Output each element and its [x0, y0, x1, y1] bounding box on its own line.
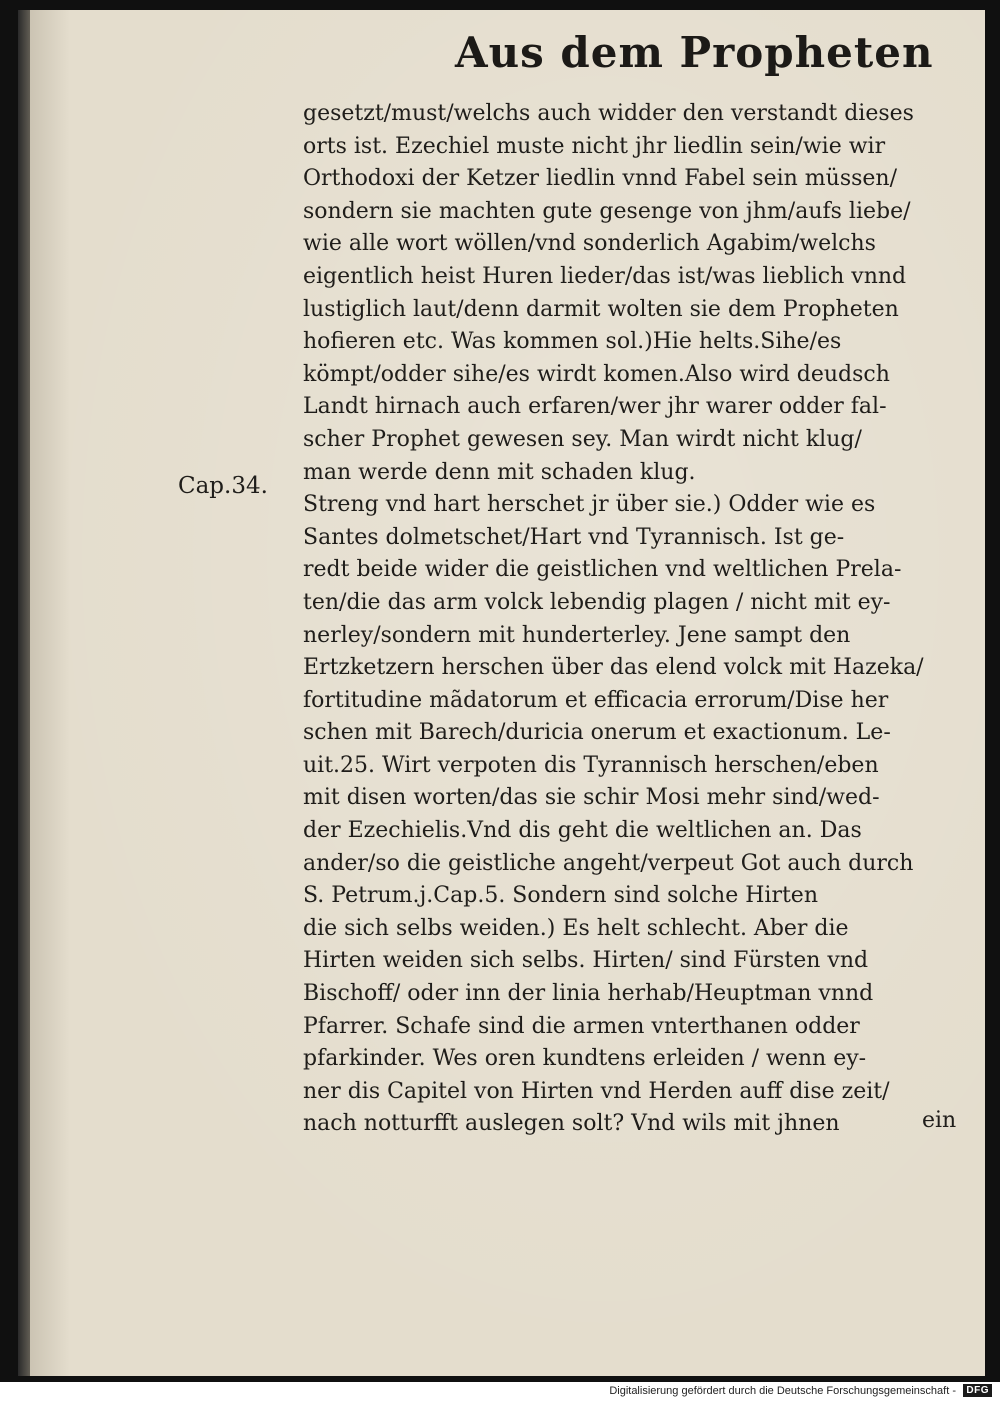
- text-line: Landt hirnach auch erfaren/wer jhr warer odder fal-: [303, 394, 887, 420]
- text-line: pfarkinder. Wes oren kundtens erleiden / wenn ey-: [303, 1046, 867, 1072]
- text-line: die sich selbs weiden.) Es helt schlecht. Aber die: [303, 915, 849, 941]
- text-line: Pfarrer. Schafe sind die armen vnterthanen odder: [303, 1013, 860, 1039]
- text-line: nach notturfft auslegen solt? Vnd wils mit jhnen: [303, 1111, 840, 1137]
- text-line: fortitudine mãdatorum et efficacia errorum/Dise her: [303, 687, 889, 713]
- text-line: Hirten weiden sich selbs. Hirten/ sind Fürsten vnd: [303, 948, 869, 974]
- text-line: mit disen worten/das sie schir Mosi mehr sind/wed-: [303, 785, 880, 811]
- text-line: scher Prophet gewesen sey. Man wirdt nicht klug/: [303, 426, 862, 452]
- text-line: eigentlich heist Huren lieder/das ist/was lieblich vnnd: [303, 263, 907, 289]
- text-line: uit.25. Wirt verpoten dis Tyrannisch herschen/eben: [303, 752, 879, 778]
- text-line: man werde denn mit schaden klug.: [303, 459, 696, 485]
- margin-chapter-note: Cap.34.: [178, 473, 268, 499]
- footer-bar: [0, 1382, 1000, 1402]
- text-line: orts ist. Ezechiel muste nicht jhr liedlin sein/wie wir: [303, 133, 886, 159]
- catchword: ein: [922, 1108, 957, 1133]
- funding-credit: Digitalisierung gefördert durch die Deutsche Forschungsgemeinschaft -: [609, 1385, 956, 1397]
- dfg-logo: DFG: [963, 1384, 992, 1397]
- text-line: Streng vnd hart herschet jr über sie.) Odder wie es: [303, 492, 876, 518]
- text-line: S. Petrum.j.Cap.5. Sondern sind solche Hirten: [303, 883, 818, 909]
- text-line: schen mit Barech/duricia onerum et exactionum. Le-: [303, 720, 891, 746]
- text-line: gesetzt/must/welchs auch widder den verstandt dieses: [303, 101, 914, 126]
- text-line: Ertzketzern herschen über das elend volck mit Hazeka/: [303, 655, 924, 681]
- running-header: Aus dem Propheten: [455, 28, 934, 77]
- text-line: Orthodoxi der Ketzer liedlin vnnd Fabel sein müssen/: [303, 166, 897, 192]
- body-text: [303, 98, 963, 1141]
- text-line: ten/die das arm volck lebendig plagen / nicht mit ey-: [303, 589, 891, 615]
- text-line: redt beide wider die geistlichen vnd weltlichen Prela-: [303, 557, 902, 583]
- text-line: kömpt/odder sihe/es wirdt komen.Also wird deudsch: [303, 361, 890, 387]
- text-line: nerley/sondern mit hunderterley. Jene sampt den: [303, 622, 851, 648]
- text-line: sondern sie machten gute gesenge von jhm/aufs liebe/: [303, 198, 911, 224]
- text-line: ner dis Capitel von Hirten vnd Herden auff dise zeit/: [303, 1078, 890, 1104]
- text-line: Bischoff/ oder inn der linia herhab/Heuptman vnnd: [303, 981, 874, 1007]
- text-line: Santes dolmetschet/Hart vnd Tyrannisch. Ist ge-: [303, 524, 845, 550]
- text-line: der Ezechielis.Vnd dis geht die weltlichen an. Das: [303, 818, 862, 844]
- text-line: ander/so die geistliche angeht/verpeut Got auch durch: [303, 850, 914, 876]
- text-line: lustiglich laut/denn darmit wolten sie dem Propheten: [303, 296, 899, 322]
- text-line: hofieren etc. Was kommen sol.)Hie helts.Sihe/es: [303, 329, 842, 355]
- text-line: wie alle wort wöllen/vnd sonderlich Agabim/welchs: [303, 231, 876, 257]
